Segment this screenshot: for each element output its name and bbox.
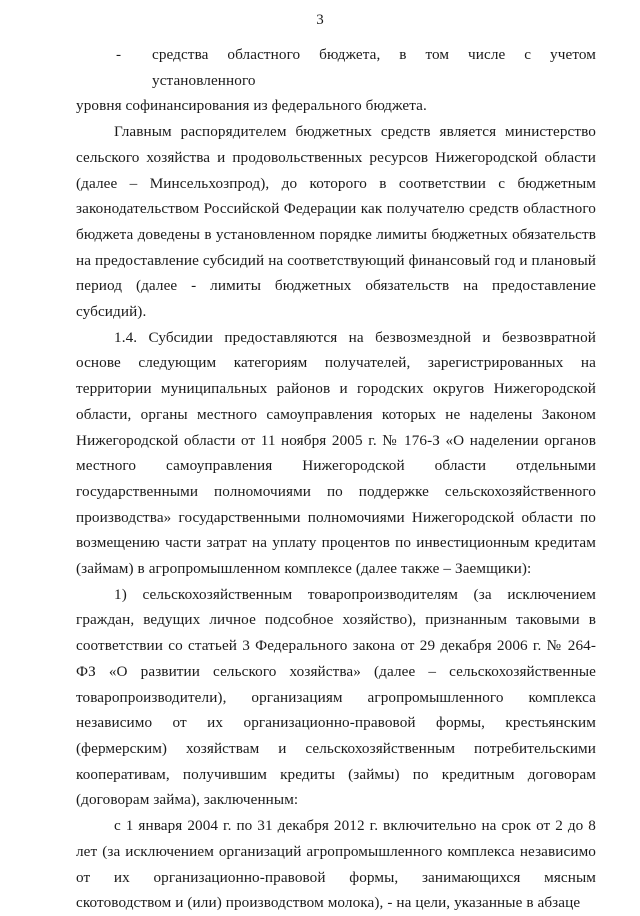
paragraph-item-1: 1) сельскохозяйственным товаропроизводителям (за исключением граждан, ведущих личное подсобное хозяйство), признанным таковыми в соответствии со статьей 3 Федерального закона от 29 декабря 2006 г. № 264-ФЗ «О развитии сельского хозяйства» (далее – сельскохозяйственные товаропроизводители), организациям агропромышленного комплекса независимо от их организационно-правовой формы, крестьянским (фермерским) хозяйствам и сельскохозяйственным потребительскими кооперативам, получившим кредиты (займы) по кредитным договорам (договорам займа), заключенным: [76,585,596,809]
document-body [76,42,596,916]
bullet-first-line: средства областного бюджета, в том числе с учетом установленного [152,46,596,89]
bullet-continuation: уровня софинансирования из федерального бюджета. [76,97,427,115]
paragraph-main-administrator: Главным распорядителем бюджетных средств является министерство сельского хозяйства и продовольственных ресурсов Нижегородской области (далее – Минсельхозпрод), до которого в соответствии с бюджетным законодательством Российской Федерации как получателю средств областного бюджета доведены в установленном порядке лимиты бюджетных обязательств на предоставление субсидий на соответствующий финансовый год и плановый период (далее - лимиты бюджетных обязательств на предоставление субсидий). [76,123,596,321]
bullet-dash: - [116,46,122,63]
paragraph-loan-period: с 1 января 2004 г. по 31 декабря 2012 г. включительно на срок от 2 до 8 лет (за исключением организаций агропромышленного комплекса независимо от их организационно-правовой формы, занимающихся мясным скотоводством и (или) производством молока), - на цели, указанные в абзаце [76,817,596,912]
page-number: 3 [316,12,324,28]
paragraph-section-1-4: 1.4. Субсидии предоставляются на безвозмездной и безвозвратной основе следующим категориям получателей, зарегистрированных на территории муниципальных районов и городских округов Нижегородской области, органы местного самоуправления которых не наделены Законом Нижегородской области от 11 ноября 2005 г. № 176-З «О наделении органов местного самоуправления Нижегородской области отдельными государственными полномочиями по поддержке сельскохозяйственного производства» государственными полномочиями Нижегородской области по возмещению части затрат на уплату процентов по инвестиционным кредитам (займам) в агропромышленном комплексе (далее также – Заемщики): [76,328,596,578]
bullet-item [76,42,596,93]
